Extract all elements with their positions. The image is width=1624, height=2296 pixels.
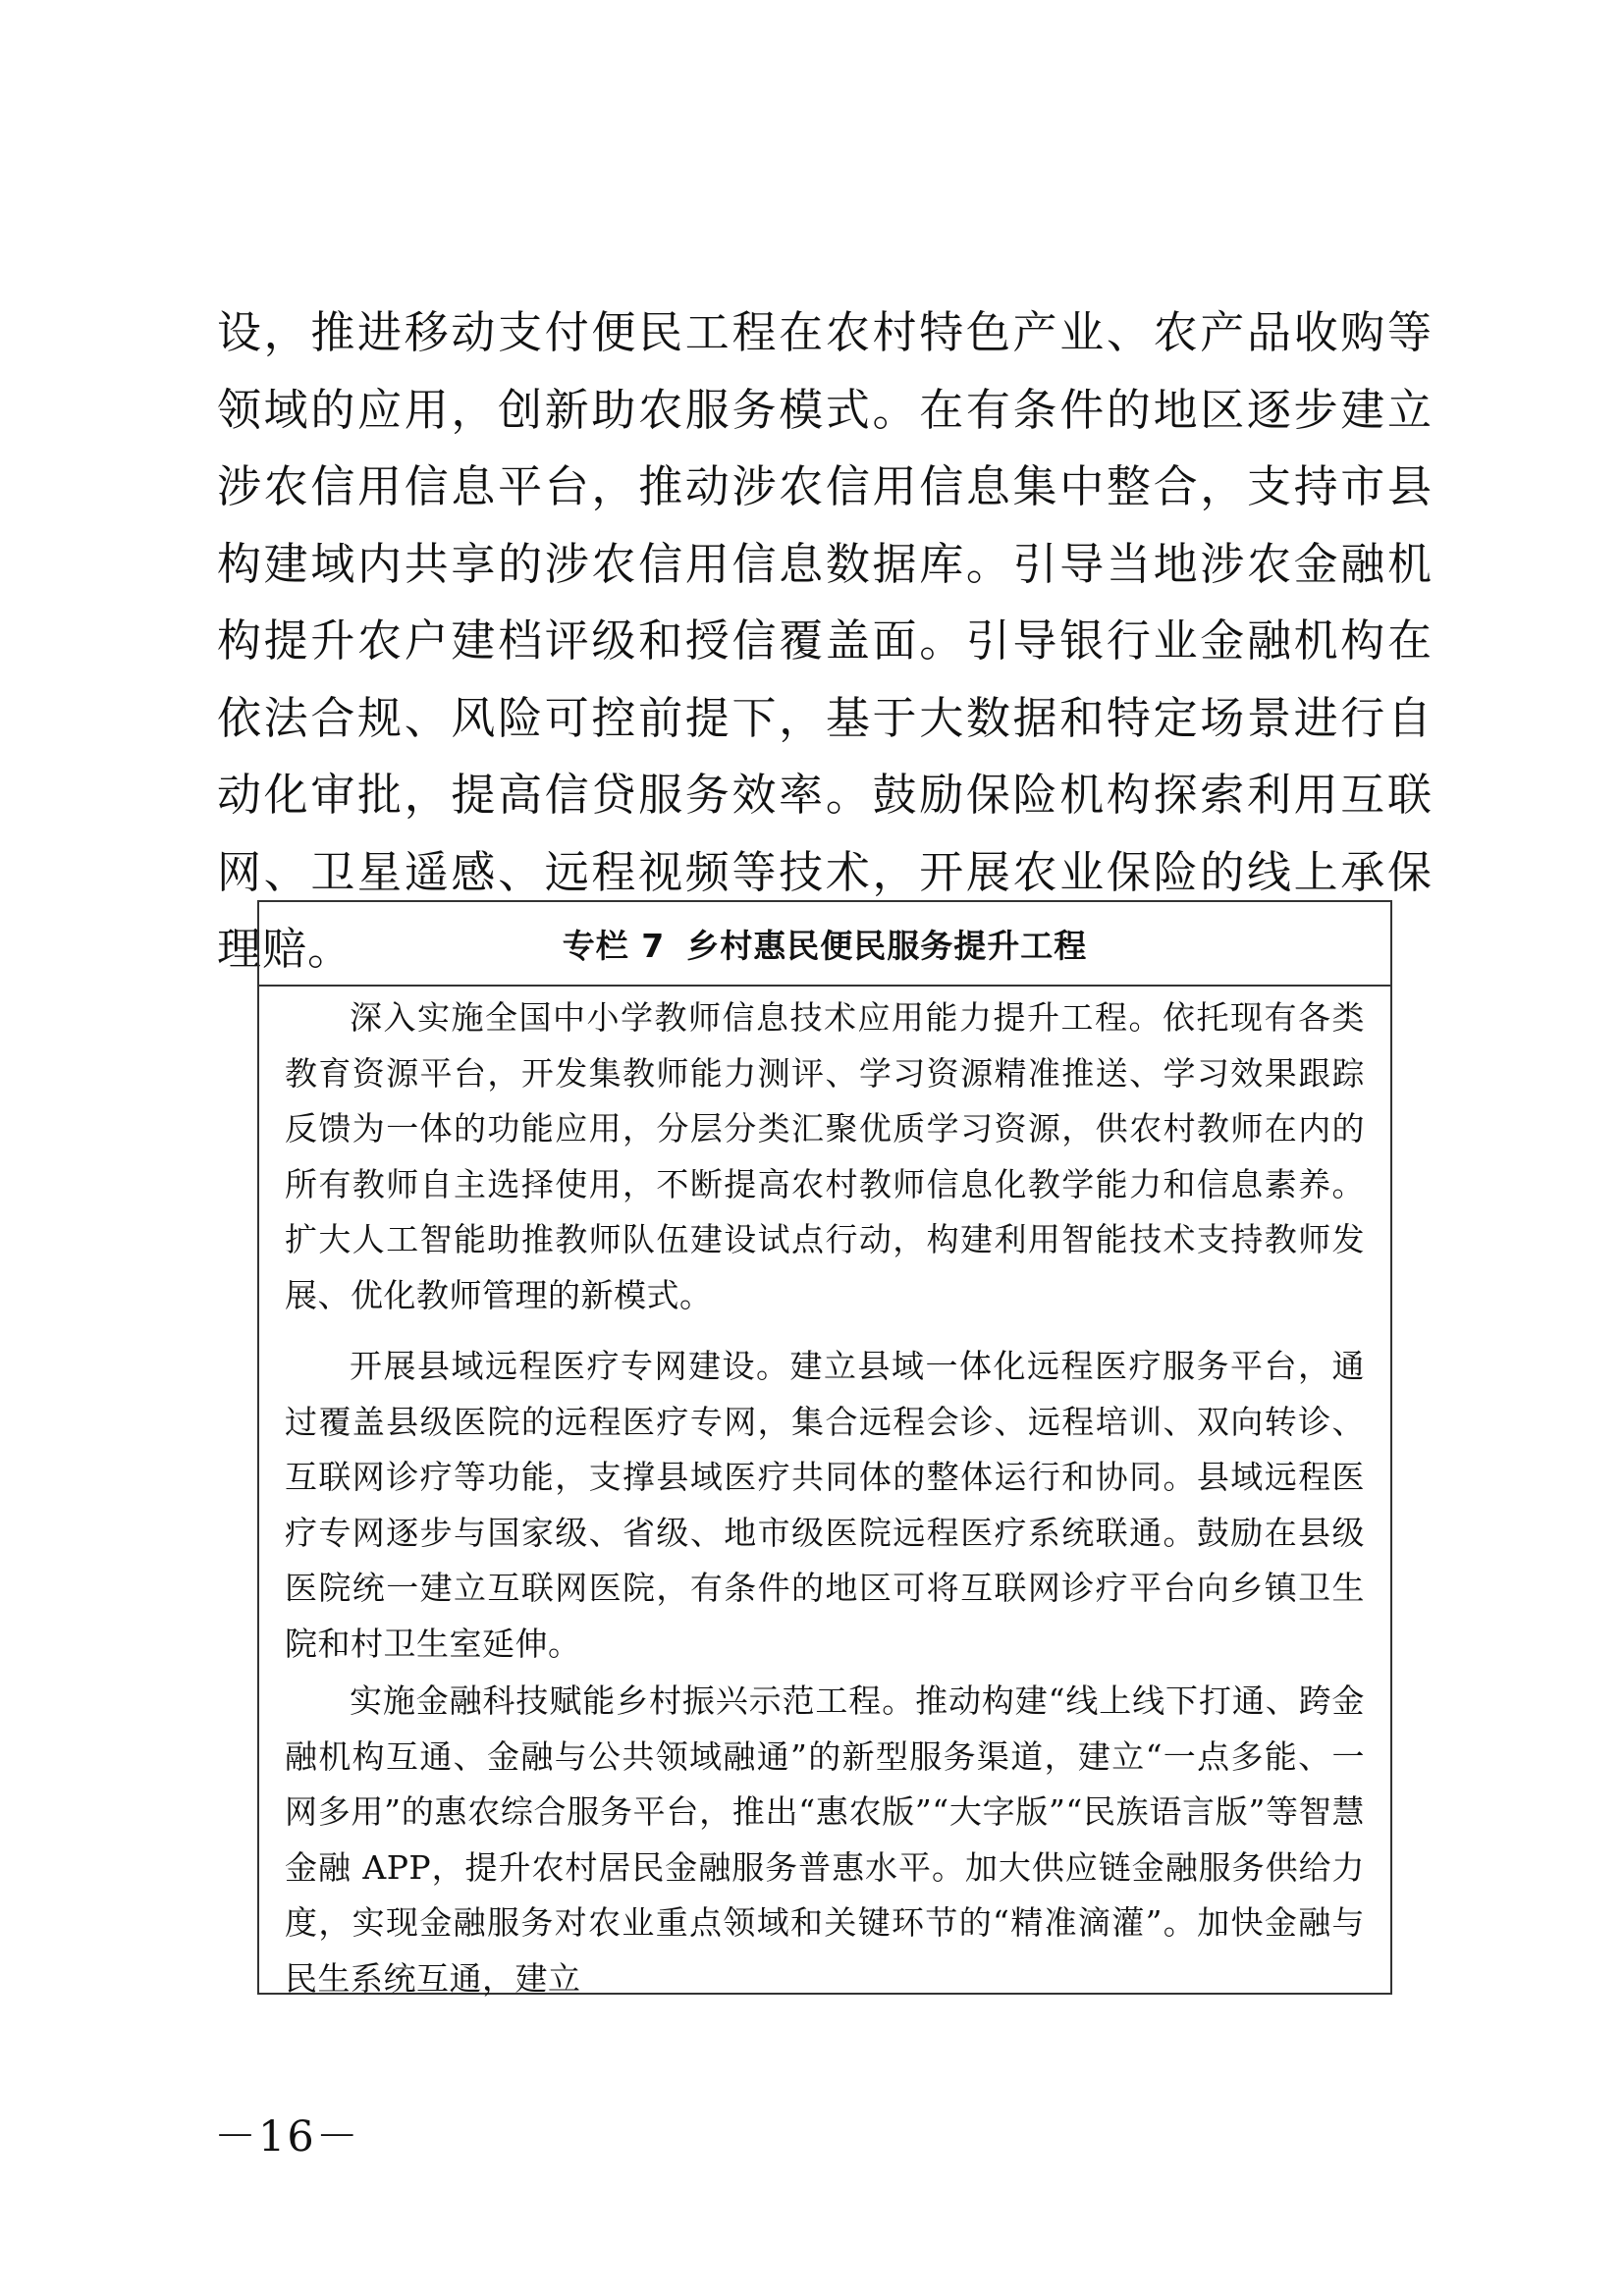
page-number: －16－ — [214, 2112, 360, 2162]
column-box-body — [259, 987, 1390, 2006]
column-box — [257, 900, 1392, 1998]
column-paragraph-education: 深入实施全国中小学教师信息技术应用能力提升工程。依托现有各类教育资源平台，开发集教师能力测评、学习资源精准推送、学习效果跟踪反馈为一体的功能应用，分层分类汇聚优质学习资源，供农村教师在内的所有教师自主选择使用，不断提高农村教师信息化教学能力和信息素养。扩大人工智能助推教师队伍建设试点行动，构建利用智能技术支持教师发展、优化教师管理的新模式。 — [285, 998, 1365, 1314]
body-paragraph: 设，推进移动支付便民工程在农村特色产业、农产品收购等领域的应用，创新助农服务模式。在有条件的地区逐步建立涉农信用信息平台，推动涉农信用信息集中整合，支持市县构建域内共享的涉农信用信息数据库。引导当地涉农金融机构提升农户建档评级和授信覆盖面。引导银行业金融机构在依法合规、风险可控前提下，基于大数据和特定场景进行自动化审批，提高信贷服务效率。鼓励保险机构探索利用互联网、卫星遥感、远程视频等技术，开展农业保险的线上承保理赔。 — [217, 306, 1433, 975]
column-paragraph-medical: 开展县域远程医疗专网建设。建立县域一体化远程医疗服务平台，通过覆盖县级医院的远程医疗专网，集合远程会诊、远程培训、双向转诊、互联网诊疗等功能，支撑县域医疗共同体的整体运行和协同。县域远程医疗专网逐步与国家级、省级、地市级医院远程医疗系统联通。鼓励在县级医院统一建立互联网医院，有条件的地区可将互联网诊疗平台向乡镇卫生院和村卫生室延伸。 — [285, 1347, 1365, 1663]
column-title: 乡村惠民便民服务提升工程 — [686, 926, 1088, 965]
column-paragraph-finance: 实施金融科技赋能乡村振兴示范工程。推动构建“线上线下打通、跨金融机构互通、金融与公共领域融通”的新型服务渠道，建立“一点多能、一网多用”的惠农综合服务平台，推出“惠农版”“大字版”“民族语言版”等智慧金融 APP，提升农村居民金融服务普惠水平。加大供应链金融服务供给力度，实现金融服务对农业重点领域和关键环节的“精准滴灌”。加快金融与民生系统互通，建立 — [285, 1682, 1365, 1998]
column-box-title — [259, 902, 1390, 987]
column-number: 专栏 7 — [562, 926, 666, 965]
